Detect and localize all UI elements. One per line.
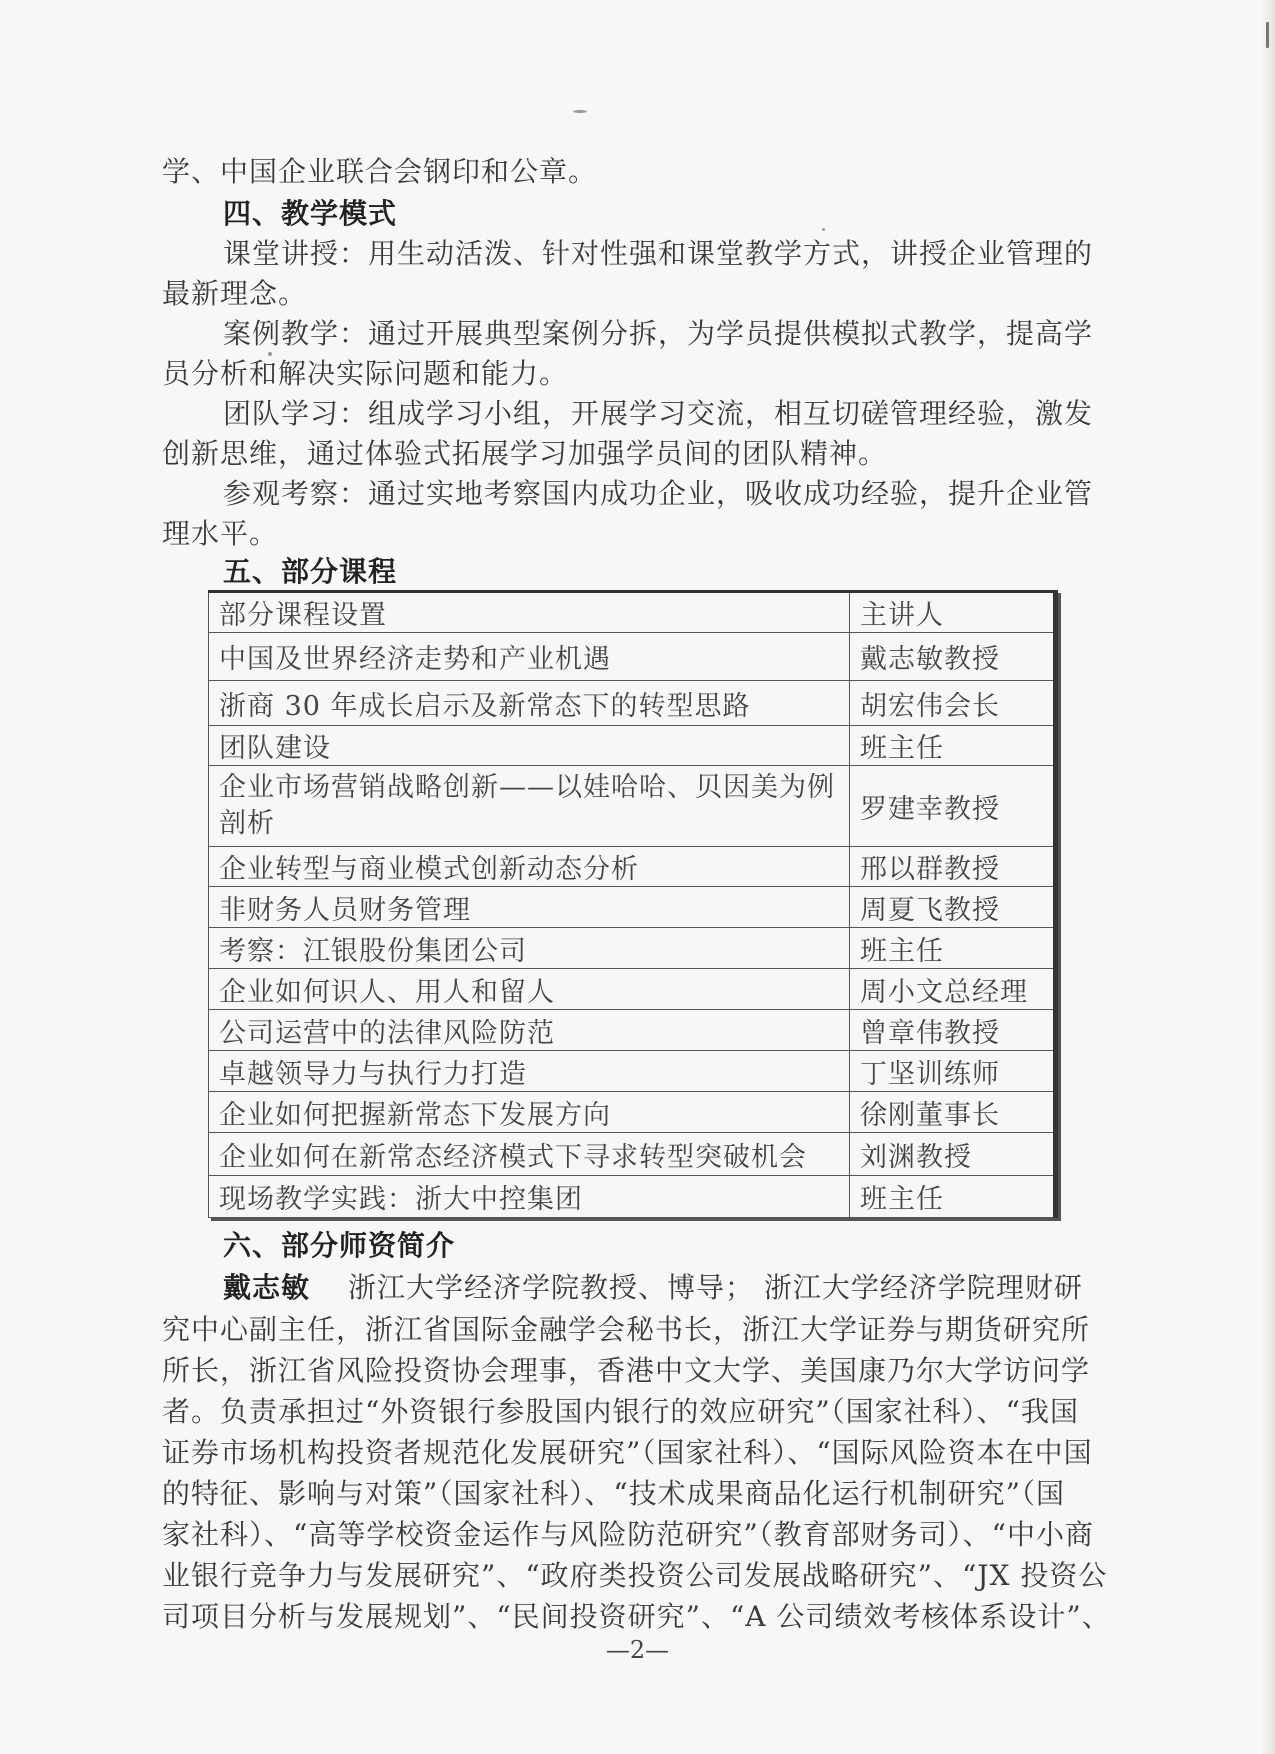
course-speaker: 班主任 <box>850 1176 1056 1218</box>
course-topic: 公司运营中的法律风险防范 <box>209 1010 850 1051</box>
course-topic: 企业如何把握新常态下发展方向 <box>209 1092 850 1133</box>
course-topic: 企业市场营销战略创新——以娃哈哈、贝因美为例剖析 <box>209 766 850 847</box>
course-speaker: 丁坚训练师 <box>850 1051 1056 1092</box>
bio-line: 司项目分析与发展规划”、“民间投资研究”、“A 公司绩效考核体系设计”、 <box>162 1600 1111 1633</box>
table-row <box>209 1133 1056 1176</box>
bio-first-line <box>223 1270 1083 1306</box>
course-speaker: 刘渊教授 <box>850 1133 1056 1176</box>
table-row <box>209 887 1056 928</box>
course-speaker: 班主任 <box>850 726 1056 766</box>
team-paragraph: 团队学习：组成学习小组，开展学习交流，相互切磋管理经验，激发 <box>223 397 1094 430</box>
course-topic: 非财务人员财务管理 <box>209 887 850 928</box>
table-header-row <box>209 592 1056 633</box>
scan-edge <box>1261 0 1275 1754</box>
course-topic: 现场教学实践：浙大中控集团 <box>209 1176 850 1218</box>
bio-name: 戴志敏 <box>223 1271 311 1304</box>
table-row <box>209 1176 1056 1218</box>
bio-line: 业银行竞争力与发展研究”、“政府类投资公司发展战略研究”、“JX 投资公 <box>162 1559 1108 1592</box>
bio-line: 家社科）、“高等学校资金运作与风险防范研究”（教育部财务司）、“中小商 <box>162 1518 1094 1551</box>
course-topic: 团队建设 <box>209 726 850 766</box>
bio-line: 的特征、影响与对策”（国家社科）、“技术成果商品化运行机制研究”（国 <box>162 1477 1065 1510</box>
course-speaker: 曾章伟教授 <box>850 1010 1056 1051</box>
course-topic: 企业如何在新常态经济模式下寻求转型突破机会 <box>209 1133 850 1176</box>
section-4-title: 四、教学模式 <box>223 197 398 230</box>
bio-line: 者。负责承担过“外资银行参股国内银行的效应研究”（国家社科）、“我国 <box>162 1395 1079 1428</box>
table-row <box>209 681 1056 726</box>
visit-paragraph-cont: 理水平。 <box>162 517 279 550</box>
bio-text: 浙江大学经济学院教授、博导； 浙江大学经济学院理财研 <box>348 1271 1083 1304</box>
section-6-title: 六、部分师资简介 <box>223 1229 456 1262</box>
table-header-topic: 部分课程设置 <box>209 592 850 633</box>
page-number: —2— <box>605 1636 670 1664</box>
course-speaker: 胡宏伟会长 <box>850 681 1056 726</box>
table-row <box>209 1051 1056 1092</box>
continuation-line: 学、中国企业联合会钢印和公章。 <box>162 155 598 188</box>
visit-paragraph: 参观考察：通过实地考察国内成功企业，吸收成功经验，提升企业管 <box>223 477 1094 510</box>
case-paragraph: 案例教学：通过开展典型案例分拆，为学员提供模拟式教学，提高学 <box>223 317 1094 350</box>
course-topic: 浙商 30 年成长启示及新常态下的转型思路 <box>209 681 850 726</box>
bio-line: 所长，浙江省风险投资协会理事，香港中文大学、美国康乃尔大学访问学 <box>162 1354 1091 1387</box>
course-topic: 考察：江银股份集团公司 <box>209 928 850 969</box>
team-paragraph-cont: 创新思维，通过体验式拓展学习加强学员间的团队精神。 <box>162 437 888 470</box>
table-row <box>209 726 1056 766</box>
course-topic: 企业转型与商业模式创新动态分析 <box>209 847 850 887</box>
section-5-title: 五、部分课程 <box>223 555 398 588</box>
course-topic: 卓越领导力与执行力打造 <box>209 1051 850 1092</box>
table-header-speaker: 主讲人 <box>850 592 1056 633</box>
course-table <box>208 590 1058 1218</box>
lecture-paragraph: 课堂讲授：用生动活泼、针对性强和课堂教学方式，讲授企业管理的 <box>223 237 1094 270</box>
table-row <box>209 928 1056 969</box>
table-row <box>209 1010 1056 1051</box>
bio-line: 证券市场机构投资者规范化发展研究”（国家社科）、“国际风险资本在中国 <box>162 1436 1093 1469</box>
table-row <box>209 847 1056 887</box>
course-speaker: 罗建幸教授 <box>850 766 1056 847</box>
case-paragraph-cont: 员分析和解决实际问题和能力。 <box>162 357 569 390</box>
table-row <box>209 766 1056 847</box>
scan-mark <box>1266 22 1269 48</box>
table-row <box>209 969 1056 1010</box>
course-topic: 中国及世界经济走势和产业机遇 <box>209 633 850 681</box>
lecture-paragraph-cont: 最新理念。 <box>162 277 308 310</box>
course-topic: 企业如何识人、用人和留人 <box>209 969 850 1010</box>
course-speaker: 周夏飞教授 <box>850 887 1056 928</box>
scan-speck <box>573 110 587 113</box>
bio-line: 究中心副主任，浙江省国际金融学会秘书长，浙江大学证券与期货研究所 <box>162 1313 1091 1346</box>
course-speaker: 邢以群教授 <box>850 847 1056 887</box>
table-row <box>209 1092 1056 1133</box>
scan-speck <box>822 228 825 231</box>
course-speaker: 戴志敏教授 <box>850 633 1056 681</box>
course-speaker: 周小文总经理 <box>850 969 1056 1010</box>
table-row <box>209 633 1056 681</box>
course-speaker: 徐刚董事长 <box>850 1092 1056 1133</box>
course-speaker: 班主任 <box>850 928 1056 969</box>
